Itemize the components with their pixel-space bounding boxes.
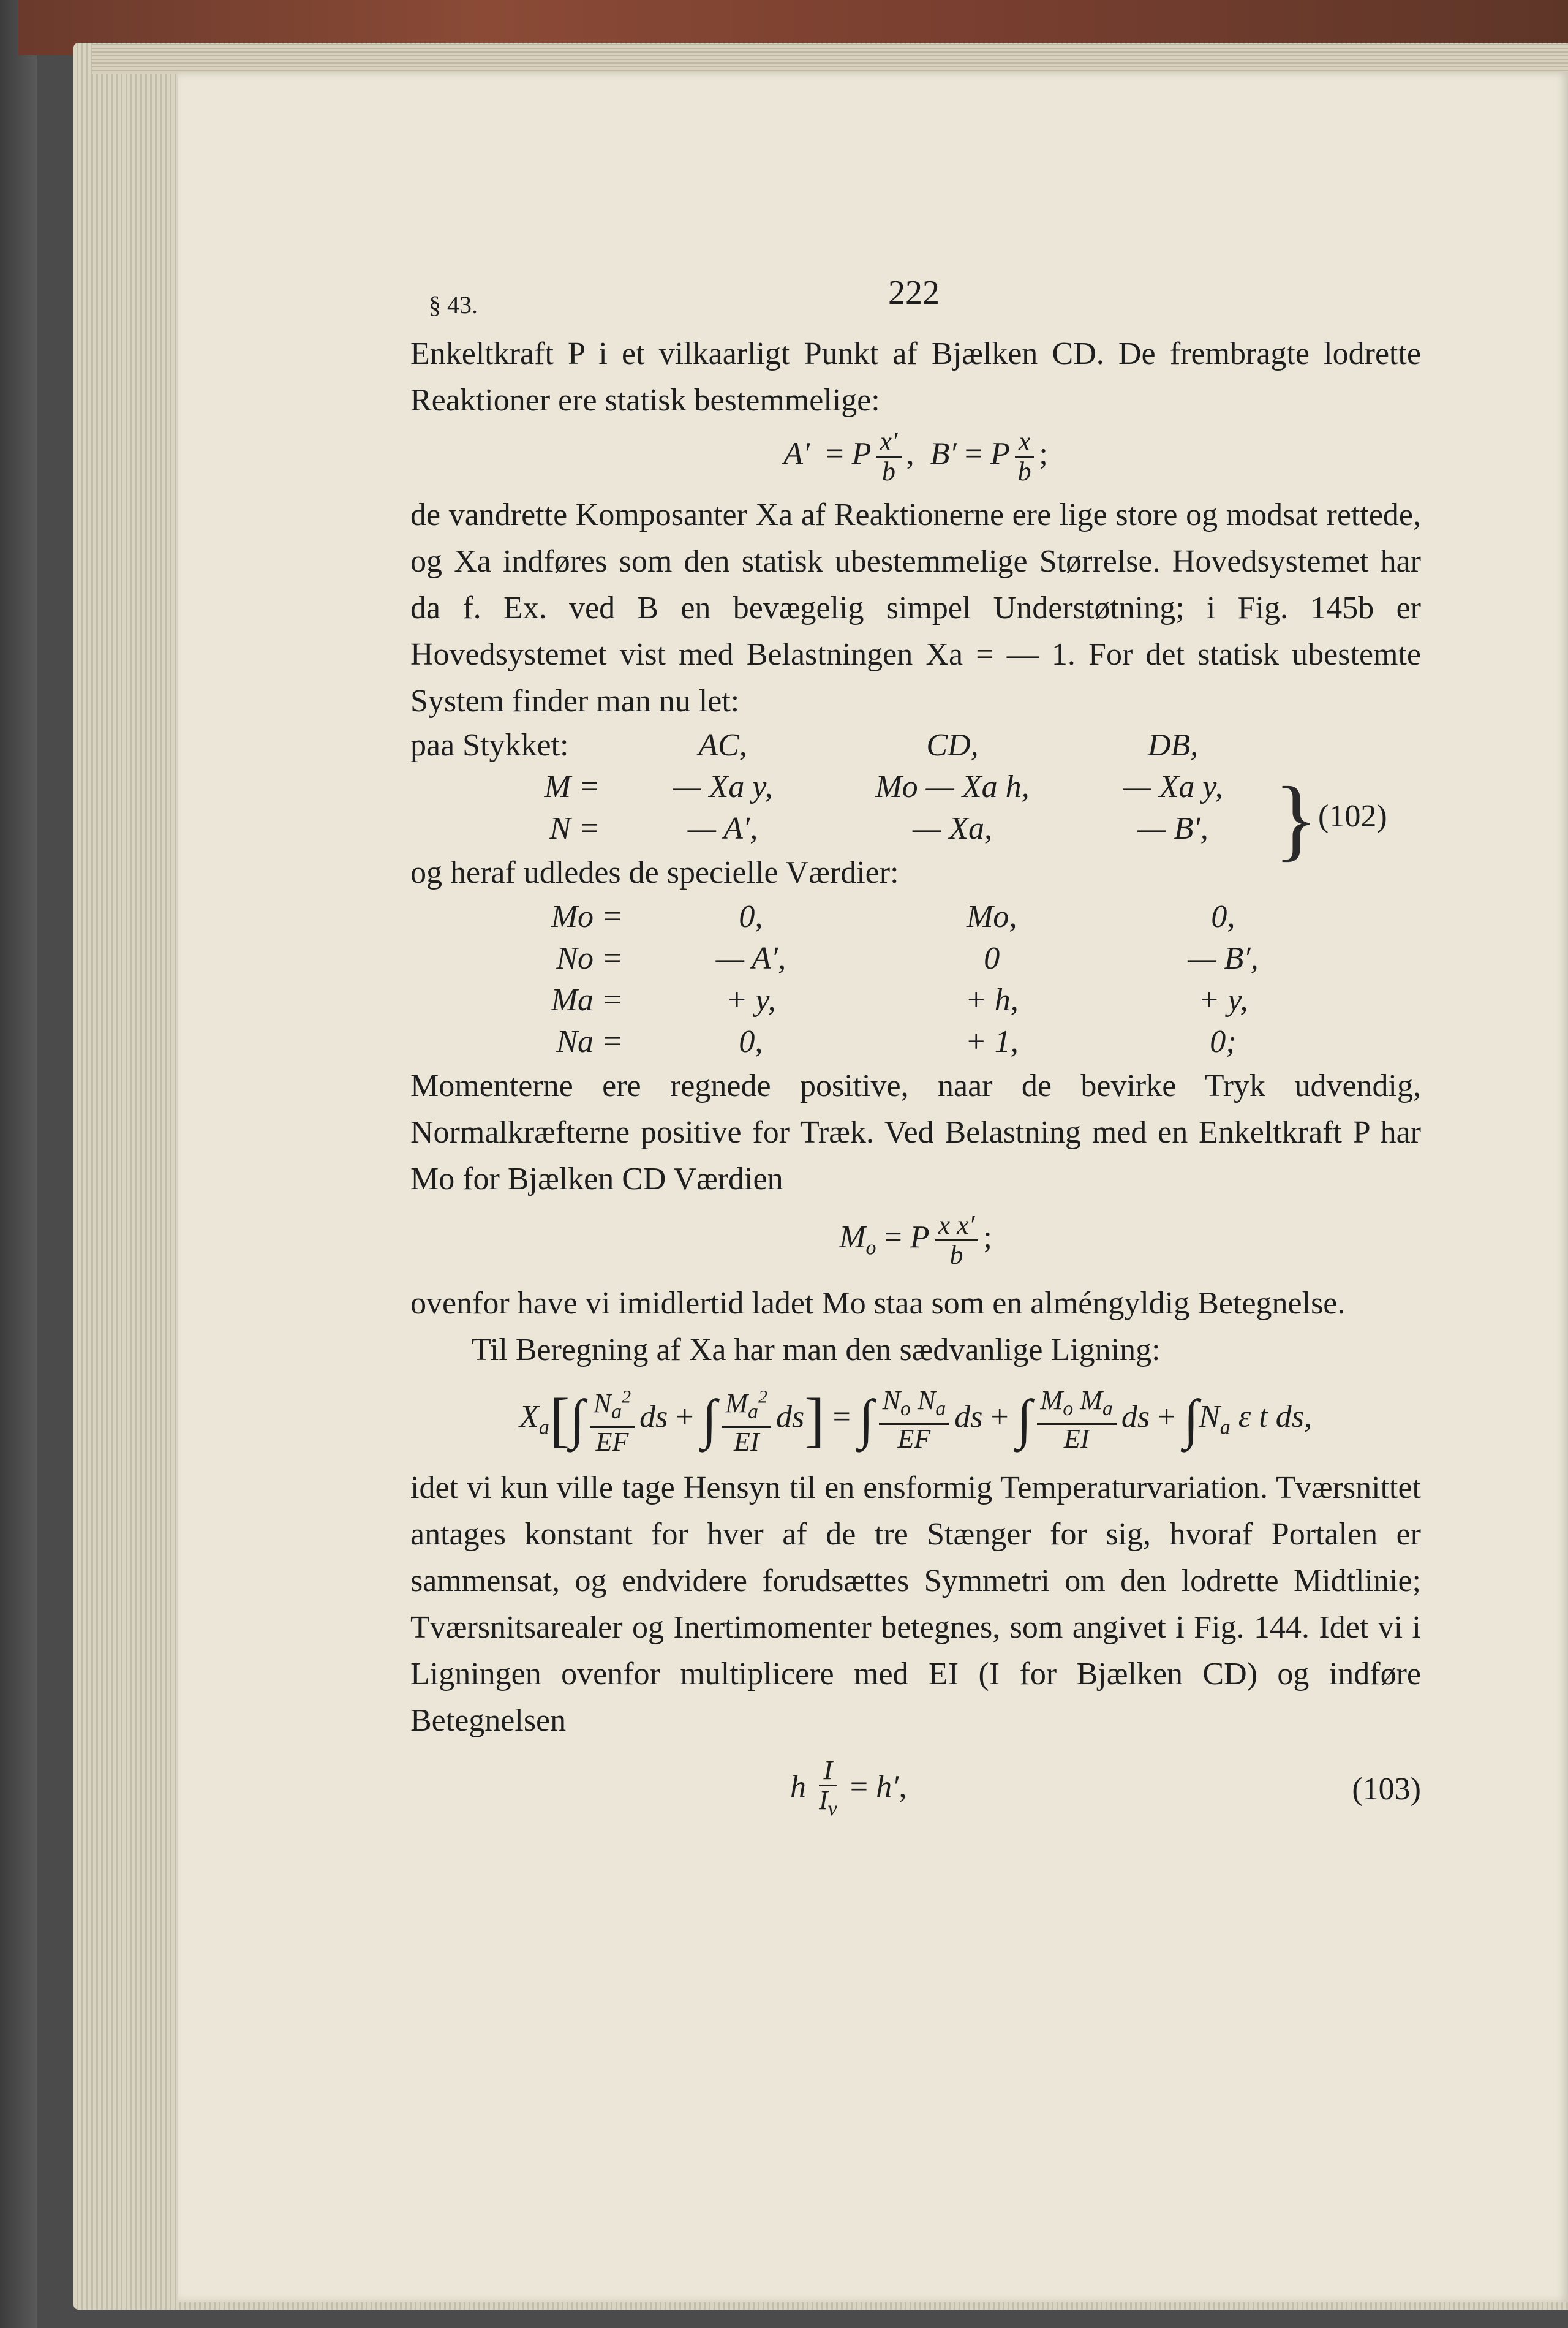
equation-xa: $X_a[\int$ $\frac{N_a^2}{EF}$ ds + ∫ $\frac{M_a^2}{EI}$ ds] = ∫ $\frac{N_o N_a}{EF}$ ds + ∫ $\frac{M_o M_a}{EI}$ ds + $\int N_a$ ε t ds,: [410, 1383, 1421, 1456]
equation-reactions: A′ = P $\frac{x'}{b}$ , B′ = P $\frac{x}{b}$ ;: [783, 426, 1048, 486]
page-number: 222: [888, 274, 940, 312]
sv-cell: 0;: [1210, 1024, 1237, 1059]
eq102-row-lhs: M =: [544, 769, 600, 804]
eq102-cell: — Xa y,: [673, 769, 773, 804]
equation-mo: $M_o = P$ $\frac{\text{x x′}}{b}$ ;: [839, 1210, 992, 1270]
sv-lhs: Na =: [556, 1024, 624, 1059]
page-content: [410, 270, 1421, 1824]
eq102-cell: Mo — Xa h,: [875, 769, 1030, 804]
sv-cell: + h,: [965, 983, 1019, 1018]
sv-lhs: Mo =: [551, 899, 624, 934]
sv-lhs: Ma =: [551, 983, 624, 1018]
eq102-number: (102): [1318, 798, 1387, 834]
eq102-col-db: DB,: [1147, 728, 1199, 763]
eq102-cell: — B′,: [1137, 811, 1208, 846]
paragraph-2: de vandrette Komposanter Xa af Reaktionerne ere lige store og modsat rettede, og Xa indføres som den statisk ubestemmelige Størrelse. Hovedsystemet har da f. Ex. ved B en bevægelig simpel Understøtning; i Fig. 145b er Hovedsystemet vist med Belastningen Xa = — 1. For det statisk ubestemte System finder man nu let:: [410, 497, 1421, 719]
sv-cell: 0,: [739, 1024, 763, 1059]
eq102-row-lhs: N =: [549, 811, 600, 846]
section-number: § 43.: [429, 291, 478, 319]
paragraph-5: ovenfor have vi imidlertid ladet Mo staa som en alméngyldig Betegnelse.: [410, 1285, 1346, 1321]
paragraph-7: idet vi kun ville tage Hensyn til en ensformig Temperaturvariation. Tværsnittet antages konstant for hver af de tre Stænger for sig, hvoraf Portalen er sammensat, og endvidere forudsættes Symmetri om den lodrette Midtlinie; Tværsnitsarealer og Inertimomenter betegnes, som angivet i Fig. 144. Idet vi i Ligningen ovenfor multiplicere med EI (I for Bjælken CD) og indføre Betegnelsen: [410, 1470, 1421, 1739]
sv-cell: + y,: [1198, 983, 1248, 1018]
sv-lhs: No =: [556, 941, 624, 976]
page-top-edges: [92, 44, 1568, 74]
sv-cell: 0,: [739, 899, 763, 934]
paragraph-6: Til Beregning af Xa har man den sædvanlige Ligning:: [472, 1332, 1161, 1367]
page-header: [410, 270, 1421, 331]
eq102-cell: — Xa y,: [1123, 769, 1223, 804]
eq102-cell: — A′,: [687, 811, 758, 846]
sv-cell: — B′,: [1188, 941, 1259, 976]
special-values-table: [410, 896, 1329, 1063]
eq102-col-ac: AC,: [698, 728, 747, 763]
sv-cell: 0,: [1211, 899, 1235, 934]
paragraph-1: Enkeltkraft P i et vilkaarligt Punkt af Bjælken CD. De frembragte lodrette Reaktioner ere statisk bestemmelige:: [410, 336, 1421, 418]
eq103-number: (103): [1352, 1772, 1421, 1807]
equation-103: h $\frac{I}{I_v}$ = h′, (103): [790, 1755, 1421, 1821]
paragraph-3: og heraf udledes de specielle Værdier:: [410, 855, 899, 890]
brace: }: [1274, 768, 1318, 870]
equation-102: [410, 725, 1421, 870]
sv-cell: — A′,: [715, 941, 786, 976]
sv-cell: Mo,: [967, 899, 1017, 934]
sv-cell: 0: [984, 941, 1000, 976]
paragraph-4: Momenterne ere regnede positive, naar de bevirke Tryk udvendig, Normalkræfterne positive for Træk. Ved Belastning med en Enkeltkraft P har Mo for Bjælken CD Værdien: [410, 1068, 1421, 1196]
sv-cell: + 1,: [965, 1024, 1019, 1059]
sv-cell: + y,: [726, 983, 776, 1018]
eq102-label: paa Stykket:: [410, 728, 569, 763]
eq102-cell: — Xa,: [913, 811, 992, 846]
eq102-col-cd: CD,: [926, 728, 979, 763]
book-cover-edge: [0, 0, 37, 2328]
